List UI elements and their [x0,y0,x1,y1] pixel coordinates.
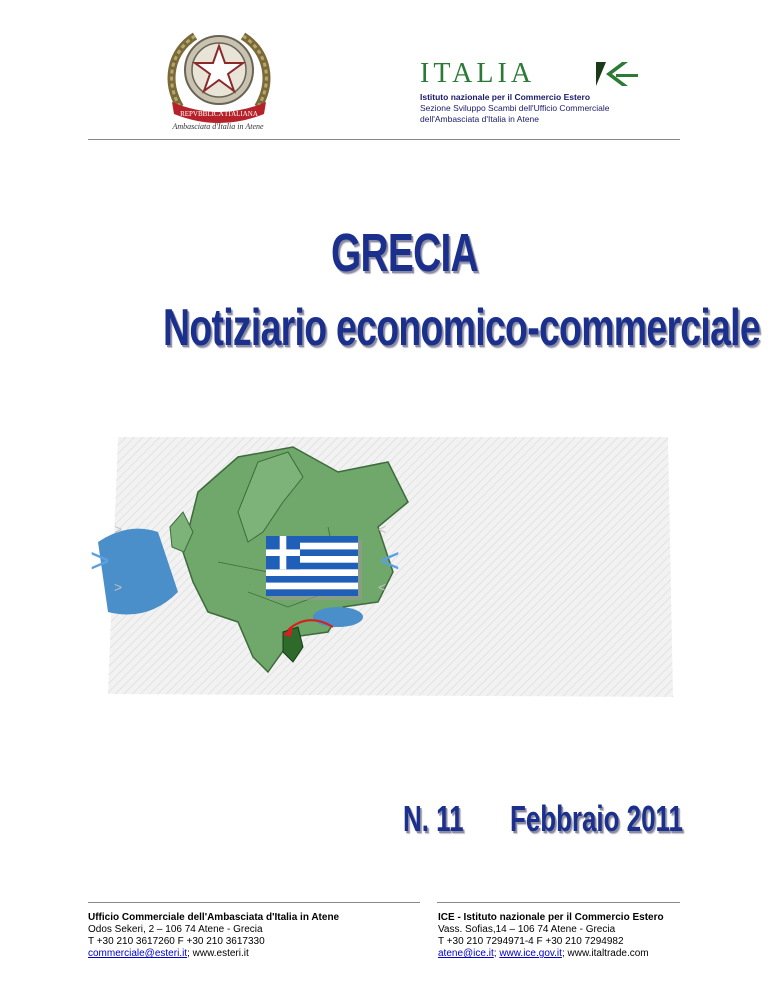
ice-subtitle-line2: dell'Ambasciata d'Italia in Atene [420,114,540,124]
svg-text:REPVBBLICA ITALIANA: REPVBBLICA ITALIANA [180,110,258,118]
footer-ice-heading: ICE - Istituto nazionale per il Commercio Estero [438,912,664,923]
ice-title: Istituto nazionale per il Commercio Estero [420,92,591,102]
ice-email-link[interactable]: atene@ice.it [438,948,494,959]
issue-date: Febbraio 2011 [510,798,683,839]
header-divider [88,139,680,140]
footer-ice-phone: T +30 210 7294971-4 F +30 210 7294982 [438,936,624,947]
page-title: GRECIA [331,223,478,283]
footer-divider-right [437,902,680,903]
svg-text:>: > [114,579,123,595]
ice-logo-icon [592,60,640,88]
italia-logo [420,58,535,90]
footer-embassy-heading: Ufficio Commerciale dell'Ambasciata d'Italia in Atene [88,912,340,923]
ice-website-link[interactable]: www.ice.gov.it [499,948,562,959]
footer-ice-links: atene@ice.it; www.ice.gov.it; www.italtrade.com [438,948,649,959]
embassy-email-link[interactable]: commerciale@esteri.it [88,948,188,959]
italian-republic-emblem [160,22,278,130]
footer-embassy-phone: T +30 210 3617260 F +30 210 3617330 [88,936,265,947]
italia-logo-text: ITALIA [420,58,536,89]
svg-text:<: < [378,579,387,595]
emblem-caption: Ambasciata d'Italia in Atene [172,122,264,131]
footer-embassy-links: commerciale@esteri.it; www.esteri.it [88,948,249,959]
svg-text:>: > [90,542,110,580]
embassy-website: www.esteri.it [192,948,249,959]
ice-subtitle-line1: Sezione Sviluppo Scambi dell'Ufficio Commerciale [420,103,610,113]
footer-embassy-address: Odos Sekeri, 2 – 106 74 Atene - Grecia [88,924,263,935]
svg-text:>: > [114,521,123,537]
footer-contact-embassy [88,912,339,960]
footer-contact-ice [438,912,664,960]
svg-text:<: < [380,542,400,580]
issue-number: N. 11 [403,798,464,839]
footer-divider-left [88,902,420,903]
italtrade-website: www.italtrade.com [567,948,649,959]
europe-map-illustration [88,432,680,702]
footer-ice-address: Vass. Sofias,14 – 106 74 Atene - Grecia [438,924,616,935]
greek-flag-icon [266,536,362,600]
svg-text:<: < [378,521,387,537]
page-subtitle: Notiziario economico-commerciale [163,299,760,357]
